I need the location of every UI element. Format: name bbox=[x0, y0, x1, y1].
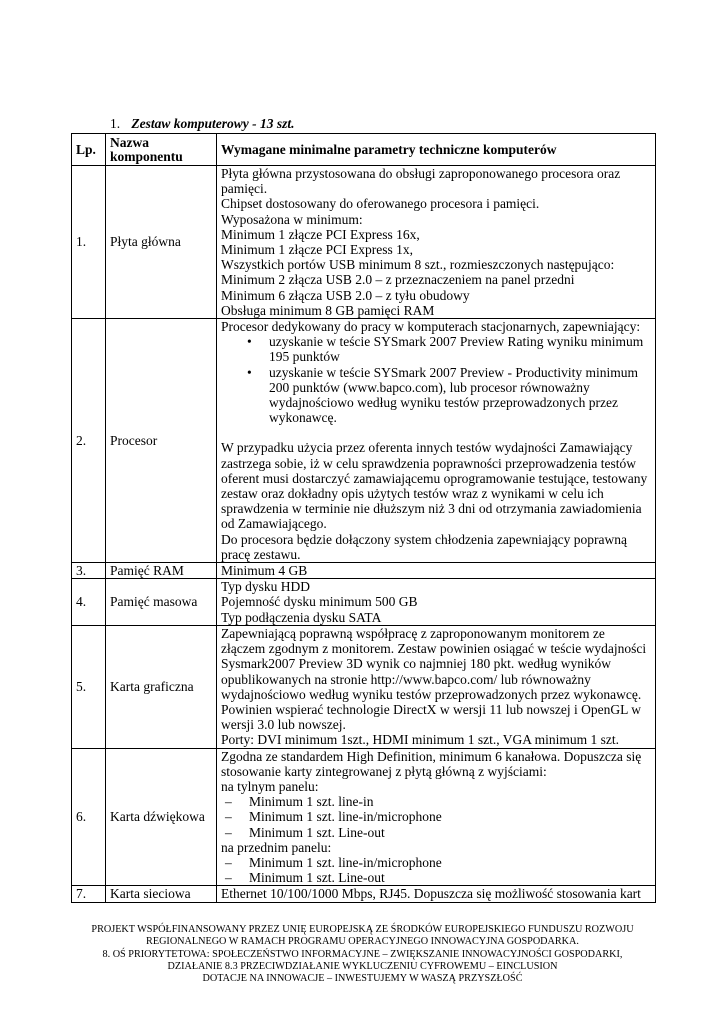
row-name: Karta dźwiękowa bbox=[106, 748, 217, 886]
row-params bbox=[217, 625, 656, 748]
row-name: Karta graficzna bbox=[106, 625, 217, 748]
list-item: – Minimum 1 szt. Line-out bbox=[221, 870, 652, 885]
spec-table bbox=[71, 133, 656, 903]
bullet-item: • uzyskanie w teście SYSmark 2007 Preview Rating wyniku minimum 195 punktów bbox=[221, 334, 652, 364]
param-line: Powinien wspierać technologie DirectX w wersji 11 lub nowszej i OpenGL w wersji 3.0 lub nowszej. bbox=[221, 701, 642, 733]
param-paragraph: Do procesora będzie dołączony system chłodzenia zapewniający poprawną pracę zestawu. bbox=[221, 531, 627, 562]
param-line: Minimum 2 złącza USB 2.0 – z przeznaczeniem na panel przedni bbox=[221, 272, 575, 288]
footer-note bbox=[80, 924, 645, 985]
front-panel-list bbox=[221, 855, 652, 885]
bullet-list bbox=[221, 334, 652, 425]
row-params bbox=[217, 579, 656, 626]
front-panel-label: na przednim panelu: bbox=[221, 839, 332, 855]
row-lp: 5. bbox=[72, 625, 106, 748]
footer-line: 8. OŚ PRIORYTETOWA: SPOŁECZEŃSTWO INFORMACYJNE – ZWIĘKSZANIE INNOWACYJNOŚCI GOSPODARKI, bbox=[102, 948, 623, 960]
section-title: Zestaw komputerowy - 13 szt. bbox=[131, 116, 295, 131]
param-line: Chipset dostosowany do oferowanego procesora i pamięci. bbox=[221, 196, 540, 212]
list-item: – Minimum 1 szt. line-in/microphone bbox=[221, 809, 652, 824]
param-line: Minimum 6 złącza USB 2.0 – z tyłu obudowy bbox=[221, 287, 470, 303]
list-item: – Minimum 1 szt. line-in bbox=[221, 794, 652, 809]
param-line: Porty: DVI minimum 1szt., HDMI minimum 1 szt., VGA minimum 1 szt. bbox=[221, 732, 620, 748]
rear-panel-list bbox=[221, 794, 652, 840]
section-number: 1. bbox=[110, 116, 121, 131]
row-params bbox=[217, 319, 656, 563]
param-line: Typ dysku HDD bbox=[221, 579, 311, 595]
row-lp: 6. bbox=[72, 748, 106, 886]
param-line: Pojemność dysku minimum 500 GB bbox=[221, 594, 418, 610]
section-heading bbox=[110, 116, 295, 132]
row-lp: 7. bbox=[72, 886, 106, 902]
rear-panel-label: na tylnym panelu: bbox=[221, 778, 319, 794]
row-lp: 3. bbox=[72, 563, 106, 579]
footer-line: REGIONALNEGO W RAMACH PROGRAMU OPERACYJNEGO INNOWACYJNA GOSPODARKA. bbox=[146, 936, 579, 948]
param-line: Ethernet 10/100/1000 Mbps, RJ45. Dopuszcza się możliwość stosowania kart bbox=[221, 886, 641, 902]
row-name: Pamięć RAM bbox=[106, 563, 217, 579]
header-params: Wymagane minimalne parametry techniczne komputerów bbox=[217, 134, 656, 166]
list-item: – Minimum 1 szt. line-in/microphone bbox=[221, 855, 652, 870]
param-line: Płyta główna przystosowana do obsługi zaproponowanego procesora oraz pamięci. bbox=[221, 166, 621, 197]
table-row bbox=[72, 625, 656, 748]
row-lp: 2. bbox=[72, 319, 106, 563]
row-name: Karta sieciowa bbox=[106, 886, 217, 902]
param-line: Wszystkich portów USB minimum 8 szt., rozmieszczonych następująco: bbox=[221, 257, 615, 273]
table-row bbox=[72, 748, 656, 886]
row-lp: 1. bbox=[72, 166, 106, 319]
footer-line: PROJEKT WSPÓŁFINANSOWANY PRZEZ UNIĘ EUROPEJSKĄ ZE ŚRODKÓW EUROPEJSKIEGO FUNDUSZU ROZWOJU bbox=[91, 924, 634, 935]
header-lp: Lp. bbox=[72, 134, 106, 166]
param-line: Minimum 1 złącze PCI Express 1x, bbox=[221, 242, 413, 258]
param-paragraph: W przypadku użycia przez oferenta innych testów wydajności Zamawiający zastrzega sobie, iż w celu sprawdzenia poprawności przeprowadzenia testów oferent musi dostarczyć zamawiającemu oprogramowanie testujące, testowany zestaw oraz dokładny opis użytych testów wraz z wynikami w celu ich sprawdzenia w terminie nie dłuższym niż 3 dni od otrzymania zawiadomienia od Zamawiającego. bbox=[221, 440, 648, 532]
row-params bbox=[217, 166, 656, 319]
param-line: Typ podłączenia dysku SATA bbox=[221, 609, 382, 625]
footer-line: DOTACJE NA INNOWACJE – INWESTUJEMY W WASZĄ PRZYSZŁOŚĆ bbox=[202, 973, 523, 985]
param-line: Wyposażona w minimum: bbox=[221, 211, 363, 227]
row-name: Procesor bbox=[106, 319, 217, 563]
table-row bbox=[72, 166, 656, 319]
footer-line: DZIAŁANIE 8.3 PRZECIWDZIAŁANIE WYKLUCZENIU CYFROWEMU – EINCLUSION bbox=[167, 960, 558, 972]
table-row bbox=[72, 563, 656, 579]
table-header-row bbox=[72, 134, 656, 166]
row-params bbox=[217, 748, 656, 886]
table-row bbox=[72, 579, 656, 626]
param-line: Zapewniającą poprawną współpracę z zaproponowanym monitorem ze złączem zgodnym z monitorem. Zestaw powinien osiągać w teście wydajności Sysmark2007 Preview 3D wynik co najmniej 180 pkt. według wyników opublikowanych na stronie http://www.bapco.com/ lub równoważny wydajnościowo według wyniku testów przeprowadzonych przez wykonawcę. bbox=[221, 625, 647, 702]
param-intro: Zgodna ze standardem High Definition, minimum 6 kanałowa. Dopuszcza się stosowanie karty zintegrowanej z płytą główną z wyjściami: bbox=[221, 748, 642, 779]
row-name: Pamięć masowa bbox=[106, 579, 217, 626]
row-name: Płyta główna bbox=[106, 166, 217, 319]
table-row bbox=[72, 886, 656, 902]
param-line: Minimum 4 GB bbox=[221, 563, 308, 579]
param-line: Minimum 1 złącze PCI Express 16x, bbox=[221, 226, 420, 242]
row-params bbox=[217, 886, 656, 902]
bullet-item: • uzyskanie w teście SYSmark 2007 Preview - Productivity minimum 200 punktów (www.bapco.com), lub procesor równoważny wydajnościowo według wyniku testów przeprowadzonych przez wykonawcę. bbox=[221, 365, 652, 426]
header-name: Nazwa komponentu bbox=[106, 134, 217, 166]
list-item: – Minimum 1 szt. Line-out bbox=[221, 825, 652, 840]
row-lp: 4. bbox=[72, 579, 106, 626]
row-params bbox=[217, 563, 656, 579]
param-line: Obsługa minimum 8 GB pamięci RAM bbox=[221, 302, 435, 318]
table-row bbox=[72, 319, 656, 563]
param-intro: Procesor dedykowany do pracy w komputerach stacjonarnych, zapewniający: bbox=[221, 319, 641, 335]
